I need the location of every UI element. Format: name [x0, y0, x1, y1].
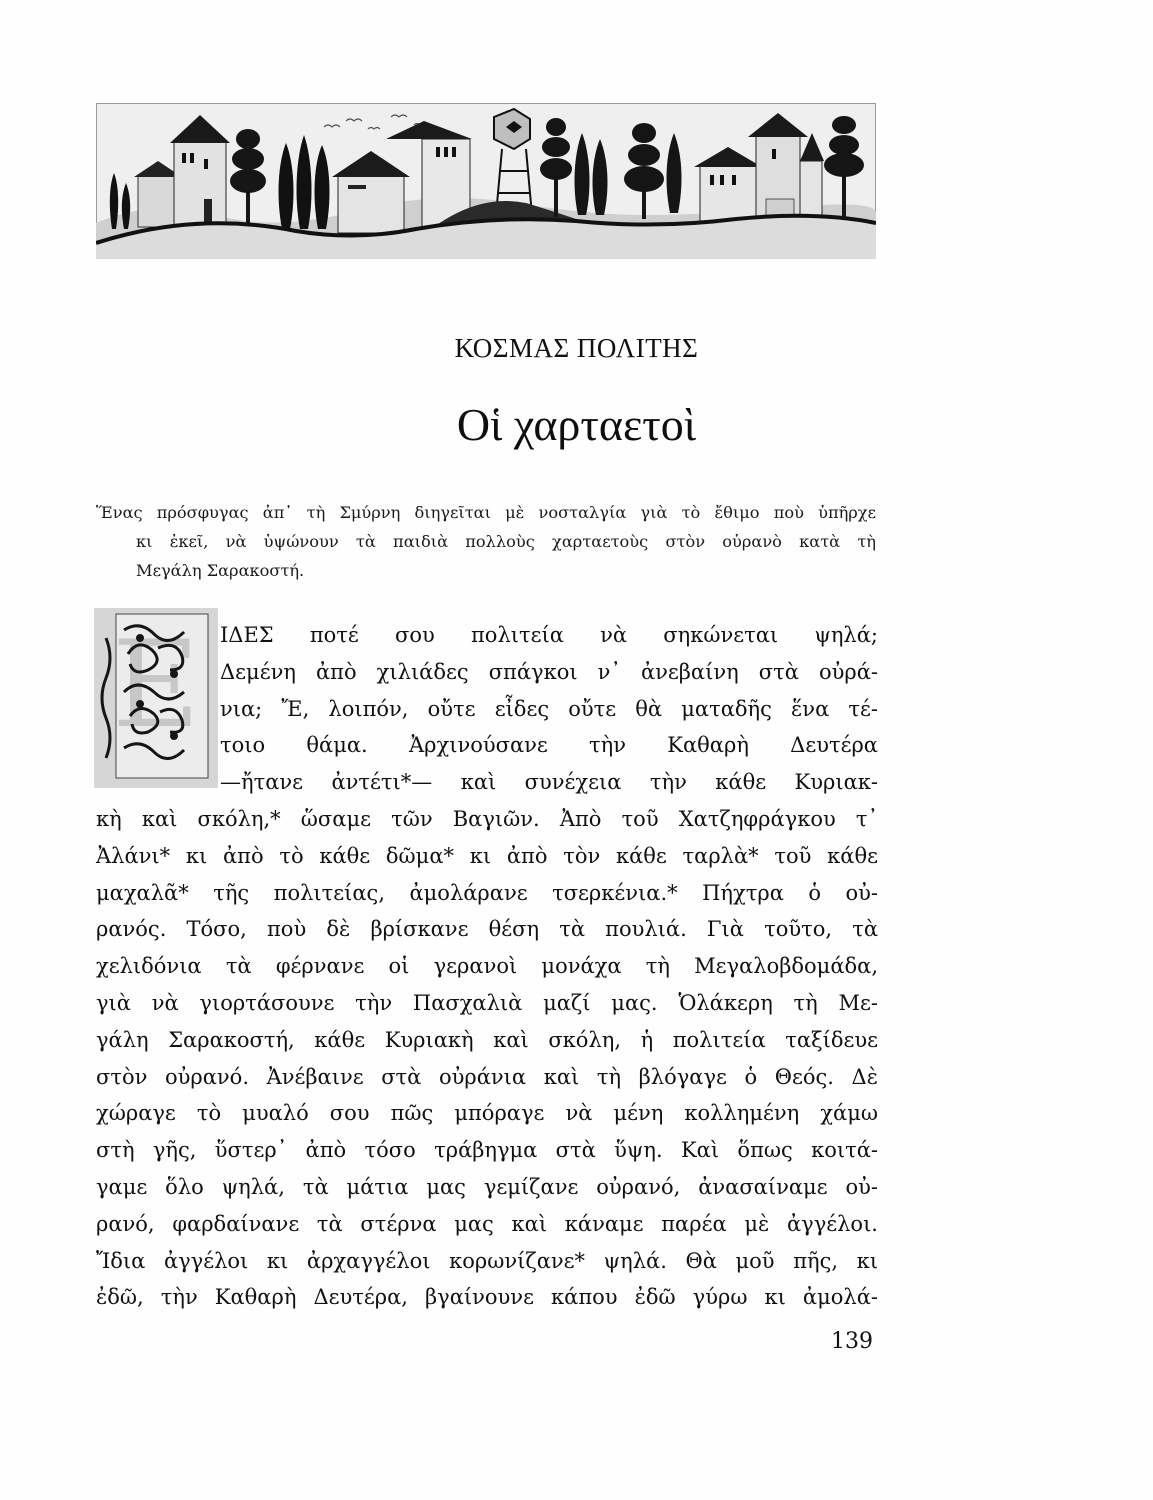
intro-line: Μεγάλη Σαρακοστή. — [136, 561, 305, 580]
body-line: γιὰ νὰ γιορτάσουνε τὴν Πασχαλιὰ μαζί μας. Ὁλάκερη τὴ Με- — [96, 990, 878, 1015]
body-line: κὴ καὶ σκόλη,* ὥσαμε τῶν Βαγιῶν. Ἀπὸ τοῦ Χατζηφράγκου τ᾽ — [96, 806, 878, 831]
body-line: χώραγε τὸ μυαλό σου πῶς μπόραγε νὰ μένη κολλημένη χάμω — [96, 1101, 878, 1126]
body-line: —ἤτανε ἀντέτι*— καὶ συνέχεια τὴν κάθε Κυριακ- — [220, 770, 878, 795]
body-line: Ἴδια ἀγγέλοι κι ἀρχαγγέλοι κορωνίζανε* ψηλά. Θὰ μοῦ πῆς, κι — [96, 1248, 878, 1273]
header-illustration — [96, 103, 876, 259]
page-title: Οἱ χαρταετοὶ — [456, 399, 697, 450]
body-line: γαμε ὅλο ψηλά, τὰ μάτια μας γεμίζανε οὐρανό, ἀνασαίναμε οὐ- — [96, 1174, 878, 1199]
body-line: ΙΔΕΣ ποτέ σου πολιτεία νὰ σηκώνεται ψηλά; — [220, 623, 878, 647]
body-line: νια; Ἔ, λοιπόν, οὔτε εἶδες οὔτε θὰ ματαδῆς ἕνα τέ- — [220, 696, 878, 721]
body-line: ἐδῶ, τὴν Καθαρὴ Δευτέρα, βγαίνουνε κάπου ἐδῶ γύρω κι ἀμολά- — [96, 1285, 878, 1310]
drop-cap-letter: Ε — [112, 616, 200, 755]
body-line: στὴ γῆς, ὕστερ᾽ ἀπὸ τόσο τράβηγμα στὰ ὕψη. Καὶ ὅπως κοιτά- — [96, 1138, 878, 1163]
body-line: χελιδόνια τὰ φέρνανε οἱ γερανοὶ μονάχα τὴ Μεγαλοβδομάδα, — [96, 954, 878, 979]
intro-summary — [96, 498, 876, 585]
body-line: στὸν οὐρανό. Ἀνέβαινε στὰ οὐράνια καὶ τὴ βλόγαγε ὁ Θεός. Δὲ — [96, 1064, 878, 1089]
author-name: ΚΟΣΜΑΣ ΠΟΛΙΤΗΣ — [454, 333, 699, 363]
body-line: ρανός. Τόσο, ποὺ δὲ βρίσκανε θέση τὰ πουλιά. Γιὰ τοῦτο, τὰ — [96, 917, 878, 942]
body-line: Δεμένη ἀπὸ χιλιάδες σπάγκοι ν᾽ ἀνεβαίνη στὰ οὐρά- — [220, 659, 878, 684]
intro-line: Ἕνας πρόσφυγας ἀπ᾽ τὴ Σμύρνη διηγεῖται μὲ νοσταλγία γιὰ τὸ ἔθιμο ποὺ ὑπῆρχε — [96, 503, 876, 522]
body-line: μαχαλᾶ* τῆς πολιτείας, ἀμολάρανε τσερκένια.* Πήχτρα ὁ οὐ- — [96, 880, 878, 905]
village-skyline-image — [96, 103, 876, 259]
body-line: τοιο θάμα. Ἀρχινούσανε τὴν Καθαρὴ Δευτέρα — [220, 733, 878, 758]
page-number: 139 — [831, 1329, 873, 1354]
body-line: Ἀλάνι* κι ἀπὸ τὸ κάθε δῶμα* κι ἀπὸ τὸν κάθε ταρλὰ* τοῦ κάθε — [96, 843, 878, 868]
body-line: ρανό, φαρδαίνανε τὰ στέρνα μας καὶ κάναμε παρέα μὲ ἀγγέλοι. — [96, 1211, 878, 1236]
intro-line: κι ἐκεῖ, νὰ ὑψώνουν τὰ παιδιὰ πολλοὺς χαρταετοὺς στὸν οὐρανὸ κατὰ τὴ — [136, 532, 876, 551]
body-text — [96, 617, 878, 1316]
body-line: γάλη Σαρακοστή, κάθε Κυριακὴ καὶ σκόλη, ἡ πολιτεία ταξίδευε — [96, 1027, 878, 1052]
